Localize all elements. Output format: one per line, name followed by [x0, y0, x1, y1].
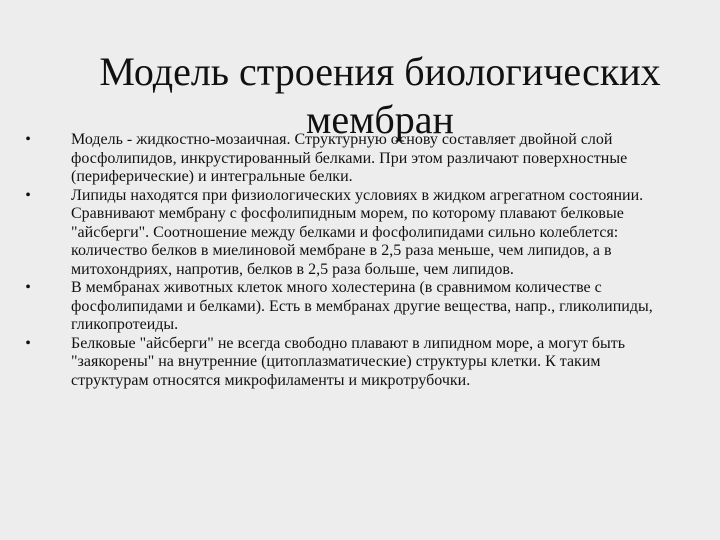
bullet-text: Модель - жидкостно-мозаичная. Структурную основу составляет двойной слой фосфолипидов, инкрустированный белками. При этом различают поверхностные (периферические) и интегральные белки. — [71, 131, 628, 185]
bullet-text: Липиды находятся при физиологических условиях в жидком агрегатном состоянии. Сравнивают мембрану с фосфолипидным морем, по которому плавают белковые "айсберги". Соотношение между белками и фосфолипидами сильно колеблется: количество белков в миелиновой мембране в 2,5 раза меньше, чем липидов, а в митохондриях, напротив, белков в 2,5 раза больше, чем липидов. — [71, 186, 644, 278]
bullet-dot-icon: • — [25, 131, 31, 148]
bullet-dot-icon: • — [25, 279, 31, 296]
bullet-dot-icon: • — [25, 334, 31, 352]
bullet-dot-icon: • — [25, 186, 31, 204]
bullet-text: В мембранах животных клеток много холестерина (в сравнимом количестве с фосфолипидами и белками). Есть в мембранах другие вещества, напр., гликолипиды, гликопротеиды. — [71, 279, 653, 333]
bullet-item — [0, 335, 720, 391]
bullet-item — [0, 187, 720, 280]
bullet-list — [0, 131, 720, 390]
slide-title: Модель строения биологических мембран — [99, 49, 661, 142]
bullet-text: Белковые "айсберги" не всегда свободно плавают в липидном море, а могут быть "заякорены" на внутренние (цитоплазматические) структуры клетки. К таким структурам относятся микрофиламенты и микротрубочки. — [71, 334, 626, 389]
bullet-item — [0, 279, 720, 335]
bullet-item — [0, 131, 720, 187]
